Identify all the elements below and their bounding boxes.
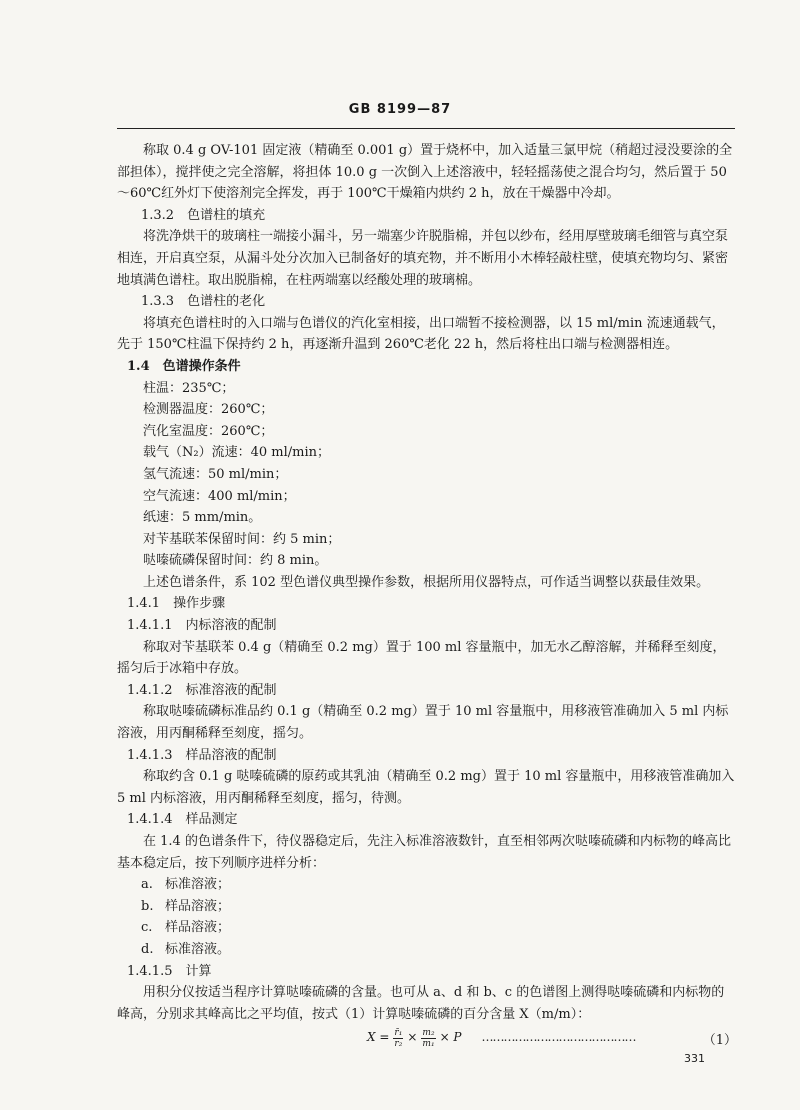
list-item-text: 样品溶液； bbox=[165, 920, 231, 936]
section-heading-1-4-1-2: 1.4.1.2 标准溶液的配制 bbox=[127, 682, 277, 698]
list-item-label: b. bbox=[141, 898, 154, 914]
list-item bbox=[117, 939, 737, 961]
formula-times: × bbox=[407, 1030, 418, 1045]
section-heading-1-4-1: 1.4.1 操作步骤 bbox=[127, 596, 226, 612]
condition-air: 空气流速：400 ml/min； bbox=[143, 488, 296, 504]
list-item bbox=[117, 896, 737, 918]
paragraph-calculation: 用积分仪按适当程序计算哒嗪硫磷的含量。也可从 a、d 和 b、c 的色谱图上测得哒嗪硫磷和内标物的峰高，分别求其峰高比之平均值，按式（1）计算哒嗪硫磷的百分含量 X（m/m）： bbox=[117, 985, 725, 1022]
formula-mass-denominator: m₁ bbox=[422, 1038, 435, 1049]
document-body bbox=[117, 140, 737, 1053]
list-item bbox=[117, 917, 737, 939]
header-rule bbox=[117, 128, 735, 129]
section-heading-1-4-1-1: 1.4.1.1 内标溶液的配制 bbox=[127, 618, 277, 634]
paragraph-internal-std-prep: 称取对苄基联苯 0.4 g（精确至 0.2 mg）置于 100 ml 容量瓶中，加无水乙醇溶解，并稀释至刻度，摇匀后于冰箱中存放。 bbox=[117, 639, 726, 677]
formula-lhs: X = bbox=[367, 1030, 390, 1045]
page-number: 331 bbox=[684, 1052, 705, 1065]
section-heading-1-3-3: 1.3.3 色谱柱的老化 bbox=[141, 294, 266, 310]
formula-fraction-mass bbox=[421, 1028, 435, 1049]
paragraph-conditions-note: 上述色谱条件，系 102 型色谱仪典型操作参数，根据所用仪器特点，可作适当调整以获最佳效果。 bbox=[143, 574, 710, 590]
paragraph-support-coating: 称取 0.4 g OV-101 固定液（精确至 0.001 g）置于烧杯中，加入适量三氯甲烷（稍超过浸没要涂的全部担体），搅拌使之完全溶解，将担体 10.0 g 一次倒入上述溶液中，轻轻摇荡使之混合均匀，然后置于 50～60℃红外灯下使溶剂完全挥发，再于 100℃干燥箱内烘约 2 h，放在干燥器中冷却。 bbox=[117, 143, 733, 202]
section-heading-1-4-1-4: 1.4.1.4 样品测定 bbox=[127, 812, 238, 828]
list-item-label: a. bbox=[141, 877, 153, 893]
formula-row bbox=[117, 1027, 737, 1053]
section-heading-1-3-2: 1.3.2 色谱柱的填充 bbox=[141, 207, 266, 223]
formula-ratio-denominator: r₂ bbox=[394, 1038, 403, 1049]
paragraph-standard-prep: 称取哒嗪硫磷标准品约 0.1 g（精确至 0.2 mg）置于 10 ml 容量瓶中，用移液管准确加入 5 ml 内标溶液，用丙酮稀释至刻度，摇匀。 bbox=[117, 704, 729, 742]
paragraph-column-aging: 将填充色谱柱时的入口端与色谱仪的汽化室相接，出口端暂不接检测器，以 15 ml/min 流速通载气，先于 150℃柱温下保持约 2 h，再逐渐升温到 260℃老化 22 h，然后将柱出口端与检测器相连。 bbox=[117, 315, 725, 353]
section-heading-1-4-1-5: 1.4.1.5 计算 bbox=[127, 963, 212, 979]
condition-vaporizer-temp: 汽化室温度：260℃； bbox=[143, 423, 274, 439]
condition-internal-std-retention: 对苄基联苯保留时间：约 5 min； bbox=[143, 531, 341, 547]
condition-carrier-gas: 载气（N₂）流速：40 ml/min； bbox=[143, 445, 330, 461]
list-item-text: 标准溶液。 bbox=[165, 941, 231, 957]
list-item-label: d. bbox=[141, 941, 154, 957]
paragraph-sample-prep: 称取约含 0.1 g 哒嗪硫磷的原药或其乳油（精确至 0.2 mg）置于 10 ml 容量瓶中，用移液管准确加入 5 ml 内标溶液，用丙酮稀释至刻度，摇匀，待测。 bbox=[117, 769, 735, 806]
equation-number: （1） bbox=[702, 1033, 737, 1049]
document-header: GB 8199—87 bbox=[348, 102, 452, 117]
formula bbox=[367, 1027, 636, 1049]
formula-fraction-ratio bbox=[393, 1028, 403, 1049]
formula-mass-numerator: m₂ bbox=[422, 1027, 435, 1038]
formula-leader-dots: …………………………………… bbox=[481, 1030, 636, 1045]
list-item-text: 标准溶液； bbox=[165, 877, 231, 893]
list-item-label: c. bbox=[141, 920, 153, 936]
formula-ratio-numerator: r̄₁ bbox=[394, 1027, 403, 1038]
paragraph-column-packing: 将洗净烘干的玻璃柱一端接小漏斗，另一端塞少许脱脂棉，并包以纱布，经用厚壁玻璃毛细管与真空泵相连，开启真空泵，从漏斗处分次加入已制备好的填充物，并不断用小木棒轻敲柱壁，使填充物均匀、紧密地填满色谱柱。取出脱脂棉，在柱两端塞以经酸处理的玻璃棉。 bbox=[117, 229, 729, 288]
paragraph-sample-measurement: 在 1.4 的色谱条件下，待仪器稳定后，先注入标准溶液数针，直至相邻两次哒嗪硫磷和内标物的峰高比基本稳定后，按下列顺序进样分析： bbox=[117, 834, 731, 871]
condition-hydrogen: 氢气流速：50 ml/min； bbox=[143, 466, 288, 482]
section-heading-1-4: 1.4 色谱操作条件 bbox=[127, 358, 241, 374]
list-item-text: 样品溶液； bbox=[165, 898, 231, 914]
formula-times-purity: × P bbox=[439, 1030, 462, 1045]
list-item bbox=[117, 874, 737, 896]
condition-analyte-retention: 哒嗪硫磷保留时间：约 8 min。 bbox=[143, 553, 328, 569]
condition-detector-temp: 检测器温度：260℃； bbox=[143, 402, 274, 418]
condition-column-temp: 柱温：235℃； bbox=[143, 380, 235, 396]
condition-paper-speed: 纸速：5 mm/min。 bbox=[143, 510, 262, 526]
section-heading-1-4-1-3: 1.4.1.3 样品溶液的配制 bbox=[127, 747, 277, 763]
